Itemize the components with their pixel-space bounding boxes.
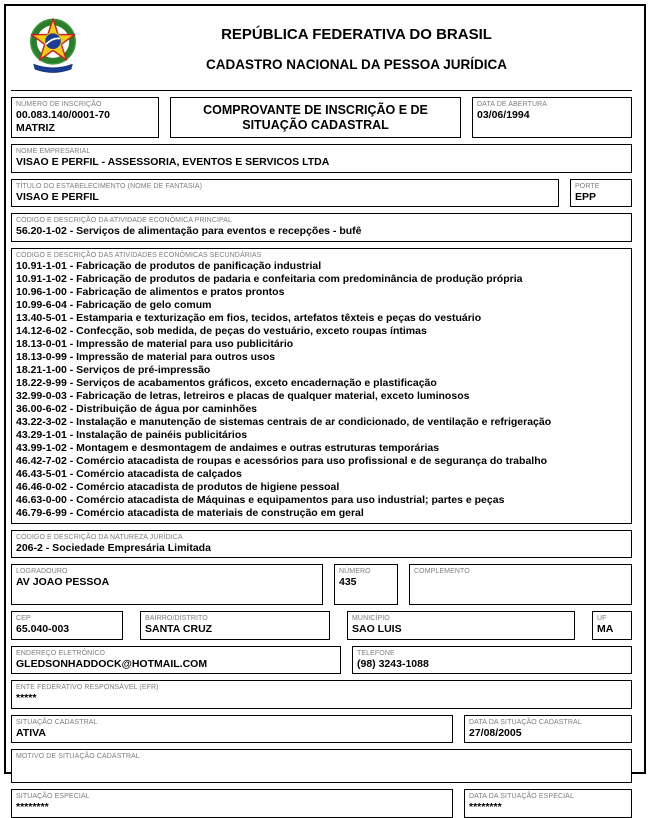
activity-item: 46.43-5-01 - Comércio atacadista de calçados bbox=[16, 467, 242, 480]
complement-field bbox=[409, 564, 632, 605]
registration-number-label: NÚMERO DE INSCRIÇÃO bbox=[16, 101, 102, 108]
cnpj-document bbox=[4, 4, 646, 813]
activity-item: 46.63-0-00 - Comércio atacadista de Máquinas e equipamentos para uso industrial; partes e peças bbox=[16, 493, 505, 506]
complement-label: COMPLEMENTO bbox=[414, 568, 470, 575]
activity-item: 10.96-1-00 - Fabricação de alimentos e pratos prontos bbox=[16, 285, 285, 298]
cep-label: CEP bbox=[16, 615, 31, 622]
special-status-field bbox=[11, 789, 453, 818]
street-number-field bbox=[334, 564, 398, 605]
status-label: SITUAÇÃO CADASTRAL bbox=[16, 718, 98, 726]
legal-nature-label: CÓDIGO E DESCRIÇÃO DA NATUREZA JURÍDICA bbox=[16, 533, 183, 541]
company-name-value: VISAO E PERFIL - ASSESSORIA, EVENTOS E SERVICOS LTDA bbox=[16, 156, 330, 168]
opening-date-value: 03/06/1994 bbox=[477, 109, 530, 121]
activity-item: 18.13-0-99 - Impressão de material para outros usos bbox=[16, 350, 276, 363]
email-value: GLEDSONHADDOCK@HOTMAIL.COM bbox=[16, 657, 208, 670]
activity-item: 18.22-9-99 - Serviços de acabamentos gráficos, exceto encadernação e plastificação bbox=[16, 376, 437, 389]
registry-title: CADASTRO NACIONAL DA PESSOA JURÍDICA bbox=[205, 56, 508, 72]
special-status-date-field bbox=[464, 789, 632, 818]
activity-item: 43.22-3-02 - Instalação e manutenção de sistemas centrais de ar condicionado, de ventilação e refrigeração bbox=[16, 415, 552, 428]
email-label: ENDEREÇO ELETRÔNICO bbox=[16, 649, 106, 657]
activity-item: 14.12-6-02 - Confecção, sob medida, de peças do vestuário, exceto roupas íntimas bbox=[16, 324, 427, 337]
company-name-field bbox=[11, 144, 632, 173]
efr-field bbox=[11, 680, 632, 709]
company-size-field bbox=[570, 179, 632, 208]
status-reason-field bbox=[11, 749, 632, 783]
primary-activity-value: 56.20-1-02 - Serviços de alimentação para eventos e recepções - bufê bbox=[16, 225, 362, 237]
company-name-label: NOME EMPRESARIAL bbox=[16, 148, 91, 155]
street-field bbox=[11, 564, 323, 605]
brazil-coat-of-arms-icon bbox=[25, 15, 81, 82]
secondary-activities-field bbox=[11, 248, 632, 524]
trade-name-value: VISAO E PERFIL bbox=[16, 190, 99, 203]
activity-item: 43.99-1-02 - Montagem e desmontagem de andaimes e outras estruturas temporárias bbox=[16, 441, 440, 454]
status-field bbox=[11, 715, 453, 744]
activity-item: 46.46-0-02 - Comércio atacadista de produtos de higiene pessoal bbox=[16, 480, 340, 493]
municipality-value: SAO LUIS bbox=[352, 623, 402, 635]
document-title: COMPROVANTE DE INSCRIÇÃO E DE SITUAÇÃO CADASTRAL bbox=[170, 97, 461, 138]
opening-date-field bbox=[472, 97, 632, 138]
special-status-value: ******** bbox=[16, 801, 49, 813]
activity-item: 18.21-1-00 - Serviços de pré-impressão bbox=[16, 363, 211, 376]
activity-item: 10.99-6-04 - Fabricação de gelo comum bbox=[16, 298, 212, 311]
cep-field bbox=[11, 611, 123, 640]
phone-value: (98) 3243-1088 bbox=[357, 657, 429, 670]
street-label: LOGRADOURO bbox=[16, 568, 68, 575]
secondary-activities-list bbox=[16, 260, 627, 520]
street-number-label: NÚMERO bbox=[339, 568, 371, 575]
municipality-label: MUNICÍPIO bbox=[352, 615, 390, 622]
primary-activity-field bbox=[11, 213, 632, 242]
activity-item: 46.79-6-99 - Comércio atacadista de materiais de construção em geral bbox=[16, 506, 364, 519]
uf-field bbox=[592, 611, 632, 640]
special-status-date-label: DATA DA SITUAÇÃO ESPECIAL bbox=[469, 793, 574, 800]
municipality-field bbox=[347, 611, 575, 640]
status-reason-value bbox=[16, 761, 627, 773]
trade-name-label: TÍTULO DO ESTABELECIMENTO (NOME DE FANTASIA) bbox=[16, 182, 203, 190]
document-header bbox=[11, 11, 632, 91]
company-size-label: PORTE bbox=[575, 182, 600, 190]
legal-nature-field bbox=[11, 530, 632, 559]
country-title: REPÚBLICA FEDERATIVA DO BRASIL bbox=[221, 25, 492, 43]
cep-value: 65.040-003 bbox=[16, 623, 70, 635]
phone-label: TELEFONE bbox=[357, 649, 395, 657]
status-value: ATIVA bbox=[16, 726, 46, 739]
secondary-activities-label: CÓDIGO E DESCRIÇÃO DAS ATIVIDADES ECONÔMICAS SECUNDÁRIAS bbox=[16, 251, 262, 259]
phone-field bbox=[352, 646, 632, 675]
activity-item: 32.99-0-03 - Fabricação de letras, letreiros e placas de qualquer material, exceto luminosos bbox=[16, 389, 470, 402]
complement-value bbox=[414, 576, 627, 588]
primary-activity-label: CÓDIGO E DESCRIÇÃO DA ATIVIDADE ECONÔMICA PRINCIPAL bbox=[16, 217, 233, 224]
branch-type-value: MATRIZ bbox=[16, 121, 55, 134]
activity-item: 10.91-1-01 - Fabricação de produtos de panificação industrial bbox=[16, 259, 322, 272]
street-number-value: 435 bbox=[339, 576, 357, 588]
email-field bbox=[11, 646, 341, 675]
opening-date-label: DATA DE ABERTURA bbox=[477, 101, 548, 108]
activity-item: 46.42-7-02 - Comércio atacadista de roupas e acessórios para uso profissional e de segurança do trabalho bbox=[16, 454, 548, 467]
activity-item: 18.13-0-01 - Impressão de material para uso publicitário bbox=[16, 337, 294, 350]
district-field bbox=[140, 611, 330, 640]
trade-name-field bbox=[11, 179, 559, 208]
uf-label: UF bbox=[597, 615, 607, 622]
status-reason-label: MOTIVO DE SITUAÇÃO CADASTRAL bbox=[16, 753, 140, 760]
activity-item: 43.29-1-01 - Instalação de painéis publicitários bbox=[16, 428, 248, 441]
company-size-value: EPP bbox=[575, 190, 597, 203]
legal-nature-value: 206-2 - Sociedade Empresária Limitada bbox=[16, 541, 211, 554]
efr-label: ENTE FEDERATIVO RESPONSÁVEL (EFR) bbox=[16, 684, 159, 691]
special-status-label: SITUAÇÃO ESPECIAL bbox=[16, 793, 90, 800]
activity-item: 13.40-5-01 - Estamparia e texturização em fios, tecidos, artefatos têxteis e peças do vestuário bbox=[16, 311, 482, 324]
special-status-date-value: ******** bbox=[469, 801, 502, 813]
district-label: BAIRRO/DISTRITO bbox=[145, 615, 208, 622]
street-value: AV JOAO PESSOA bbox=[16, 576, 110, 588]
efr-value: ***** bbox=[16, 692, 37, 704]
status-date-field bbox=[464, 715, 632, 744]
activity-item: 10.91-1-02 - Fabricação de produtos de padaria e confeitaria com predominância de produção própria bbox=[16, 272, 523, 285]
activity-item: 36.00-6-02 - Distribuição de água por caminhões bbox=[16, 402, 257, 415]
district-value: SANTA CRUZ bbox=[145, 623, 213, 635]
status-date-label: DATA DA SITUAÇÃO CADASTRAL bbox=[469, 718, 582, 726]
uf-value: MA bbox=[597, 623, 614, 635]
status-date-value: 27/08/2005 bbox=[469, 726, 522, 739]
registration-number-field bbox=[11, 97, 159, 138]
registration-number-value: 00.083.140/0001-70 bbox=[16, 109, 111, 121]
